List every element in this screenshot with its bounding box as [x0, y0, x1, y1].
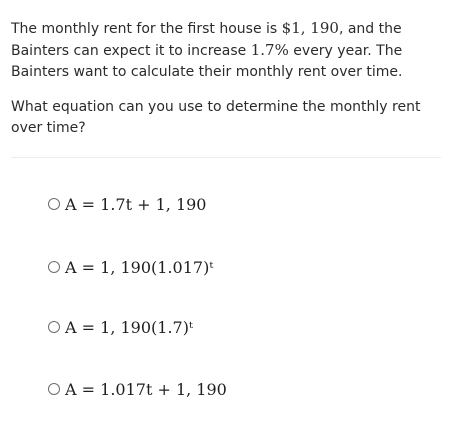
answer-choice-label: A = 1.017t + 1, 190 — [65, 379, 227, 399]
answer-choice-1[interactable] — [48, 193, 206, 215]
question-ask: What equation can you use to determine the monthly rent over time? — [11, 99, 421, 136]
increase-rate-value: 1.7% — [250, 41, 289, 59]
statement-text-middle: , and the Bainters can expect it to increase — [11, 21, 402, 59]
radio-button-icon[interactable] — [48, 383, 60, 395]
answer-choice-label: A = 1, 190(1.017)ᵗ — [65, 257, 214, 277]
question-statement — [11, 18, 443, 83]
radio-button-icon[interactable] — [48, 321, 60, 333]
statement-text-end: every year. The Bainters want to calculate their monthly rent over time. — [11, 43, 403, 80]
answer-choice-label: A = 1.7t + 1, 190 — [65, 194, 207, 214]
answer-choice-2[interactable] — [48, 256, 213, 278]
divider — [11, 157, 441, 158]
question-prompt — [11, 18, 443, 139]
answer-choice-label: A = 1, 190(1.7)ᵗ — [65, 317, 193, 337]
answer-choice-4[interactable] — [48, 378, 227, 400]
initial-rent-value: $1, 190 — [281, 19, 339, 37]
radio-button-icon[interactable] — [48, 198, 60, 210]
answer-choice-3[interactable] — [48, 316, 193, 338]
radio-button-icon[interactable] — [48, 261, 60, 273]
statement-text-start: The monthly rent for the first house is — [11, 21, 282, 37]
